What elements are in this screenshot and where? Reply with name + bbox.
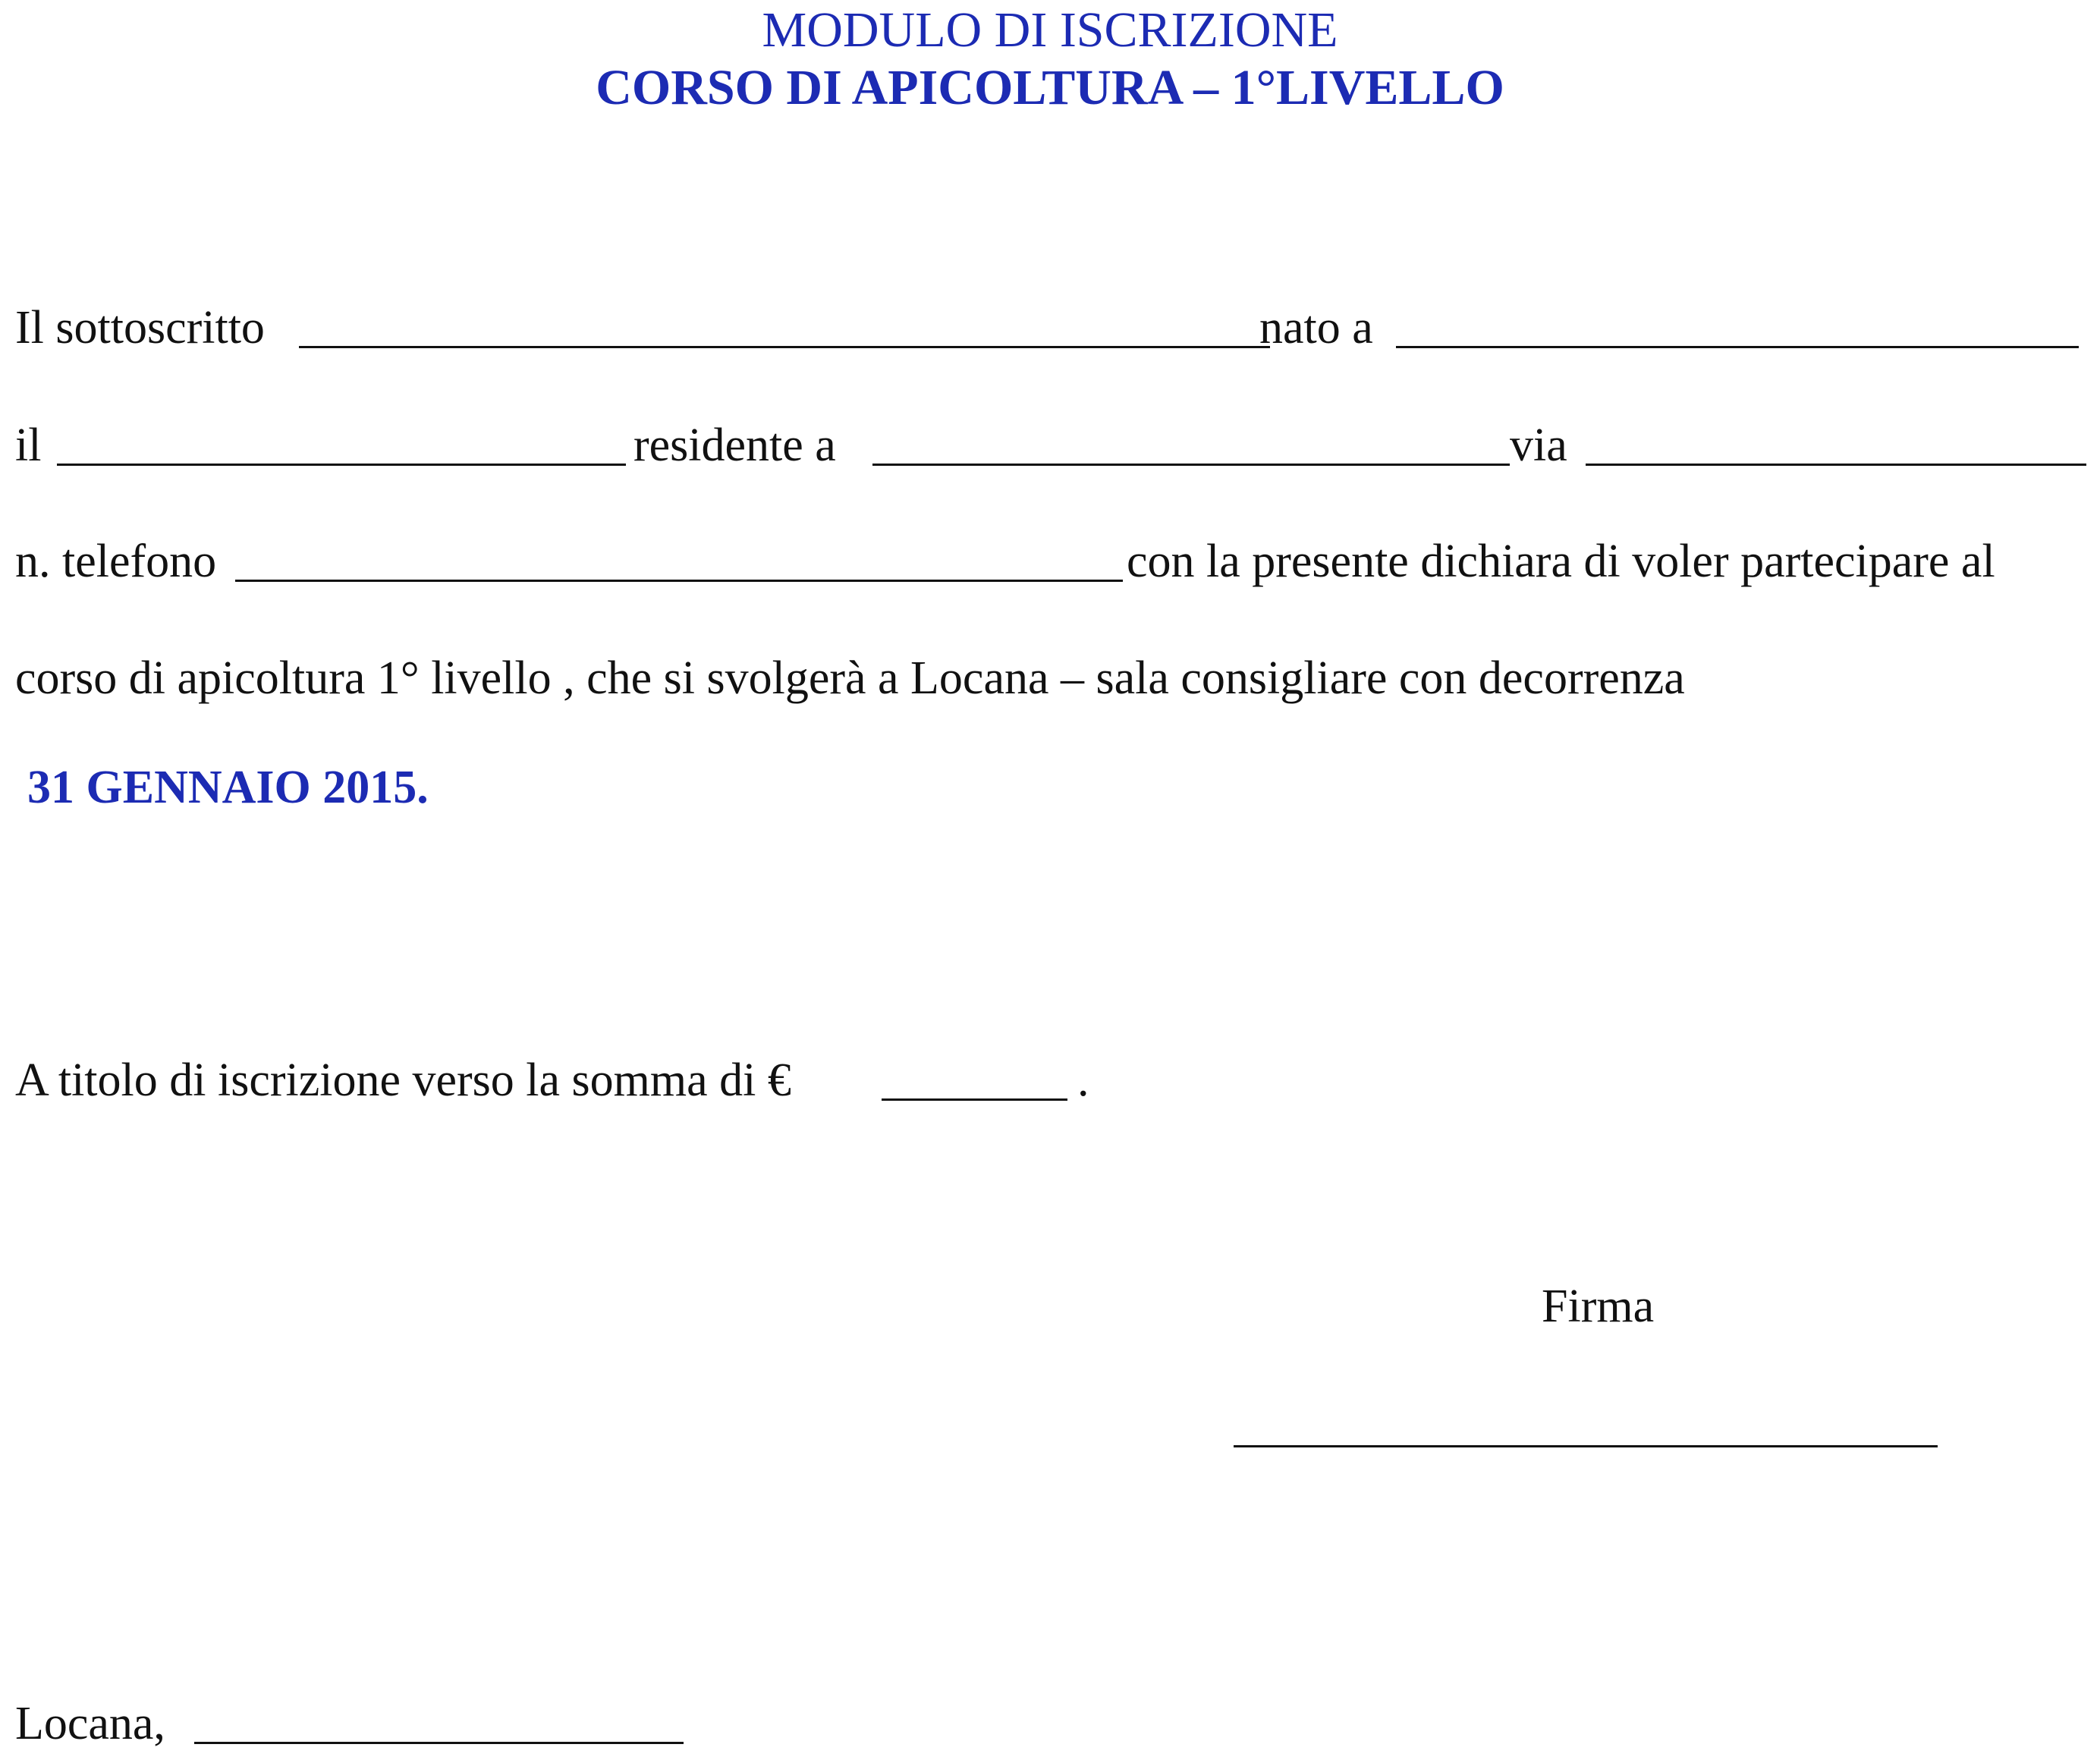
residence-field[interactable]	[872, 464, 1510, 466]
name-field[interactable]	[299, 346, 1270, 348]
label-payment: A titolo di iscrizione verso la somma di €	[15, 1054, 791, 1106]
form-title: MODULO DI ISCRIZIONE	[762, 2, 1338, 58]
birthplace-field[interactable]	[1396, 346, 2079, 348]
form-line-name	[15, 296, 2094, 360]
label-via: via	[1510, 420, 1567, 471]
phone-field[interactable]	[235, 580, 1123, 582]
form-line-phone	[15, 530, 2094, 593]
form-line-course	[15, 646, 2094, 710]
birthdate-field[interactable]	[57, 464, 626, 466]
label-nato-a: nato a	[1259, 302, 1373, 354]
label-locana: Locana,	[15, 1698, 165, 1749]
signature-field[interactable]	[1234, 1445, 1938, 1447]
label-il: il	[15, 420, 42, 471]
text-dichiara: con la presente dichiara di voler partecipare al	[1127, 536, 1995, 587]
start-date: 31 GENNAIO 2015.	[27, 762, 429, 813]
text-corso: corso di apicoltura 1° livello , che si svolgerà a Locana – sala consigliare con decorrenza	[15, 652, 1685, 704]
signature-label: Firma	[1542, 1281, 1655, 1332]
label-sottoscritto: Il sottoscritto	[15, 302, 265, 354]
form-line-place-date	[15, 1692, 2094, 1755]
street-field[interactable]	[1586, 464, 2086, 466]
form-line-payment	[15, 1048, 2094, 1112]
payment-period: .	[1077, 1054, 1089, 1106]
amount-field[interactable]	[882, 1098, 1067, 1101]
form-line-residence	[15, 413, 2094, 477]
label-telefono: n. telefono	[15, 536, 217, 587]
course-title: CORSO DI APICOLTURA – 1°LIVELLO	[596, 60, 1504, 115]
label-residente-a: residente a	[633, 420, 836, 471]
date-field[interactable]	[194, 1742, 684, 1744]
